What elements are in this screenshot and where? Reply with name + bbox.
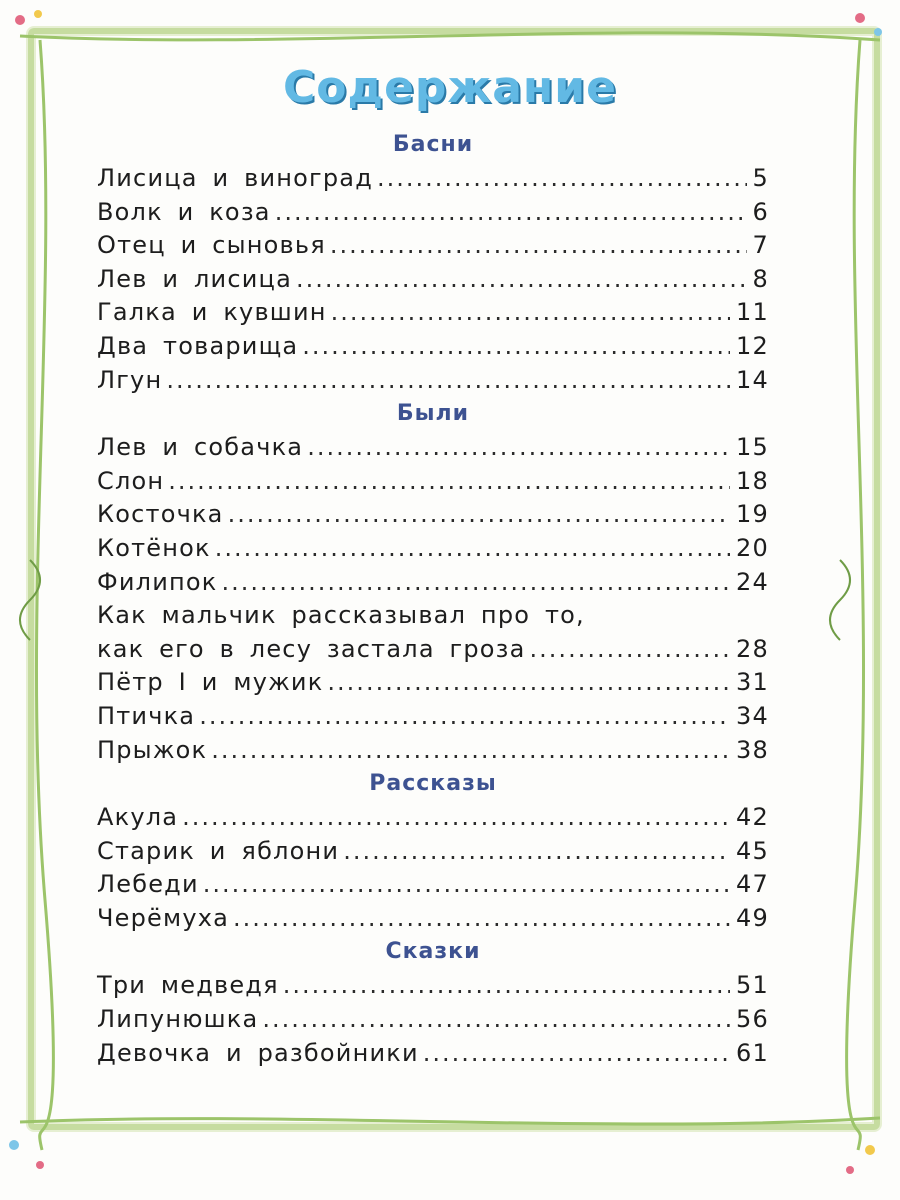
toc-entry[interactable]	[97, 734, 769, 768]
entry-title: Лев и лисица	[97, 264, 292, 293]
entry-page: 34	[736, 701, 769, 730]
leader-dots	[275, 196, 747, 230]
leader-dots	[166, 364, 730, 398]
entry-title: Прыжок	[97, 735, 208, 764]
entry-page: 24	[736, 567, 769, 596]
toc-entry[interactable]	[97, 330, 769, 364]
entry-page: 12	[736, 331, 769, 360]
leader-dots	[211, 734, 730, 768]
leader-dots	[343, 835, 730, 869]
section-heading-rasskazy: Рассказы	[369, 771, 497, 797]
entry-title: Три медведя	[97, 971, 279, 1000]
entry-title: Котёнок	[97, 533, 211, 562]
leader-dots	[330, 229, 747, 263]
toc-entry[interactable]	[97, 296, 769, 330]
toc-entry[interactable]	[97, 868, 769, 902]
entry-title: Слон	[97, 466, 165, 495]
toc-entry[interactable]	[97, 969, 769, 1003]
entry-title: Отец и сыновья	[97, 231, 326, 260]
entry-page: 49	[736, 903, 769, 932]
leader-dots	[377, 162, 747, 196]
toc-entry[interactable]	[97, 801, 769, 835]
leader-dots	[283, 969, 730, 1003]
entry-title: Как мальчик рассказывал про то,	[97, 601, 585, 630]
entry-page: 42	[736, 803, 769, 832]
entry-page: 51	[736, 971, 769, 1000]
leader-dots	[203, 868, 730, 902]
toc-entry[interactable]	[97, 196, 769, 230]
toc-entry[interactable]	[97, 700, 769, 734]
toc-entry[interactable]	[97, 566, 769, 600]
toc-entry[interactable]	[97, 902, 769, 936]
entry-title: Галка и кувшин	[97, 298, 327, 327]
section-heading-byli: Были	[396, 401, 470, 427]
entry-page: 28	[736, 634, 769, 663]
toc-entry[interactable]	[97, 1003, 769, 1037]
entry-title: Липунюшка	[97, 1005, 259, 1034]
leader-dots	[215, 532, 730, 566]
entry-page: 45	[736, 836, 769, 865]
entry-title: Девочка и разбойники	[97, 1038, 419, 1067]
toc-entry[interactable]	[97, 633, 769, 667]
entry-page: 19	[736, 500, 769, 529]
leader-dots	[302, 330, 730, 364]
entry-title: Лисица и виноград	[97, 164, 373, 192]
leader-dots	[423, 1037, 730, 1071]
section-heading-basni: Басни	[392, 132, 474, 157]
toc-entry[interactable]	[97, 666, 769, 700]
entry-title: Филипок	[97, 567, 218, 596]
entry-page: 31	[736, 668, 769, 697]
entry-title: Два товарища	[97, 331, 299, 360]
leader-dots	[327, 666, 730, 700]
entry-page: 8	[752, 264, 769, 293]
table-of-contents	[97, 128, 769, 1070]
entry-page: 38	[736, 735, 769, 764]
entry-title: Птичка	[97, 701, 196, 730]
entry-page: 20	[736, 533, 769, 562]
leader-dots	[199, 700, 730, 734]
entry-page: 15	[736, 433, 769, 462]
leader-dots	[331, 296, 730, 330]
section-heading-skazki: Сказки	[385, 939, 481, 965]
toc-entry[interactable]	[97, 263, 769, 297]
entry-page: 56	[736, 1005, 769, 1034]
entry-page: 14	[736, 365, 769, 394]
entry-title: Волк и коза	[97, 197, 271, 226]
toc-entry[interactable]	[97, 532, 769, 566]
entry-title: Пётр I и мужик	[97, 668, 324, 697]
entry-title: Лгун	[97, 365, 163, 394]
entry-page: 11	[736, 298, 769, 327]
toc-entry[interactable]	[97, 162, 769, 196]
toc-entry[interactable]	[97, 835, 769, 869]
entry-title: Лебеди	[97, 870, 199, 899]
leader-dots	[530, 633, 731, 667]
entry-page: 61	[736, 1038, 769, 1067]
leader-dots	[182, 801, 730, 835]
entry-title: Черёмуха	[97, 903, 230, 932]
leader-dots	[296, 263, 747, 297]
entry-title: Косточка	[97, 500, 224, 529]
leader-dots	[221, 566, 730, 600]
entry-page: 47	[736, 870, 769, 899]
entry-title: Акула	[97, 803, 179, 832]
entry-title: как его в лесу застала гроза	[97, 634, 526, 663]
page-title: Содержание	[283, 62, 617, 113]
entry-page: 7	[752, 231, 769, 260]
toc-entry-line1[interactable]	[97, 599, 769, 633]
leader-dots	[168, 465, 730, 499]
entry-title: Лев и собачка	[97, 433, 304, 462]
entry-page: 6	[752, 197, 769, 226]
toc-entry[interactable]	[97, 498, 769, 532]
toc-entry[interactable]	[97, 229, 769, 263]
leader-dots	[262, 1003, 730, 1037]
leader-dots	[307, 431, 730, 465]
toc-entry[interactable]	[97, 431, 769, 465]
entry-page: 5	[752, 164, 769, 192]
leader-dots	[228, 498, 730, 532]
toc-entry[interactable]	[97, 465, 769, 499]
entry-page: 18	[736, 466, 769, 495]
entry-title: Старик и яблони	[97, 836, 340, 865]
toc-entry[interactable]	[97, 364, 769, 398]
toc-entry[interactable]	[97, 1037, 769, 1071]
leader-dots	[233, 902, 730, 936]
